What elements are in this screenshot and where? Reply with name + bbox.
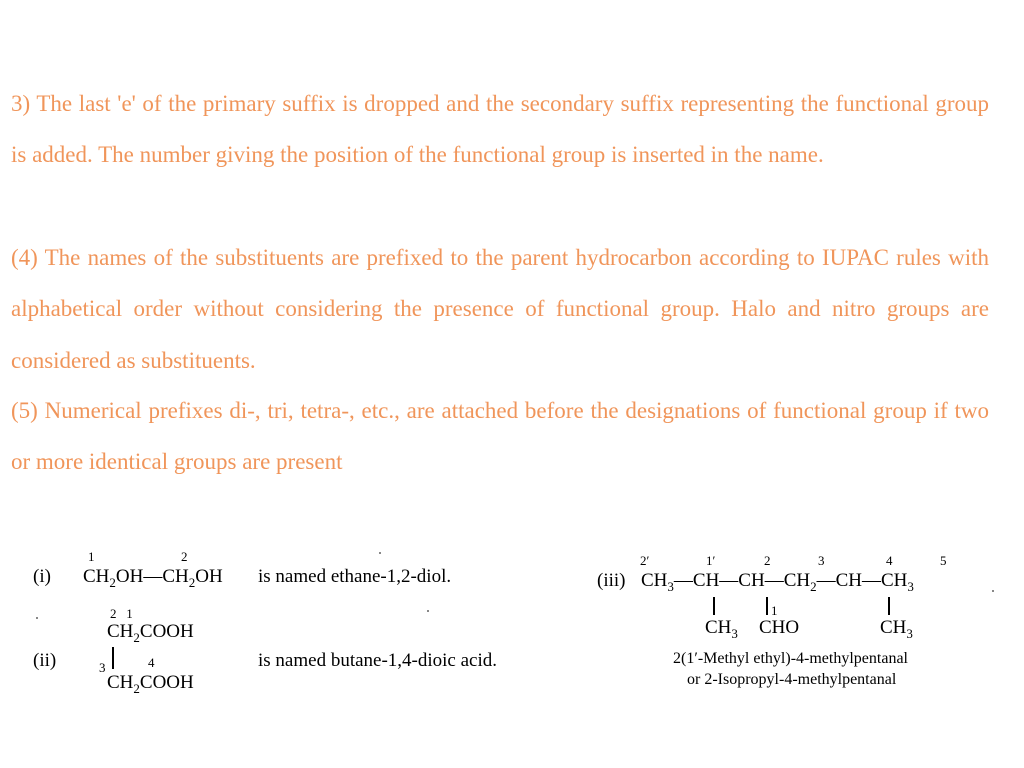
paragraph-5: (5) Numerical prefixes di-, tri, tetra-, etc., are attached before the designations of functional group if two or more identical groups are present [11,398,989,475]
example-iii-sub1: $CH_3$ [705,617,738,641]
example-iii-name-2: or 2-Isopropyl-4-methylpentanal [687,671,897,688]
example-ii-top-formula: $CH_2COOH$ [107,621,194,645]
example-iii-bond-3 [888,597,890,615]
example-iii-bond-1 [713,597,715,615]
example-ii-bond [112,647,114,669]
example-iii-num-1p: 1′ [706,553,716,568]
example-i-label: (i) [33,566,51,587]
example-iii-label: (iii) [597,570,626,591]
example-iii-sub2: CHO [759,617,800,638]
example-i-formula: $CH_2OH—CH_2OH$ [83,566,223,590]
example-i-num2: 2 [181,549,188,564]
paragraph-4: (4) The names of the substituents are prefixed to the parent hydrocarbon according to IUPAC rules with alphabetical order without considering the presence of functional group. Halo and nitro groups are considered as substituents. [11,245,989,373]
example-iii-sub-num: 1 [771,603,778,618]
example-ii-name: is named butane-1,4-dioic acid. [258,650,498,671]
example-iii-num-2: 2 [764,553,771,568]
scan-speck [992,590,994,592]
example-iii-num-2p: 2′ [640,553,650,568]
scan-speck [36,617,38,619]
scan-speck [379,552,381,554]
paragraph-3: 3) The last 'e' of the primary suffix is dropped and the secondary suffix representing the functional group is added. The number giving the position of the functional group is inserted in the name. [11,91,989,168]
example-iii-num-5: 5 [940,553,947,568]
example-ii-label: (ii) [33,650,57,671]
example-ii-top-nums: 2 1 [110,606,133,621]
example-iii-chain: $CH_3—CH—CH—CH_2—CH—CH_3$ [641,570,914,594]
example-iii-bond-2 [766,597,768,615]
example-i-num1: 1 [88,549,95,564]
example-iii-name-1: 2(1′-Methyl ethyl)-4-methylpentanal [673,650,908,667]
example-iii-num-3: 3 [818,553,825,568]
example-ii-num3: 3 [99,660,106,675]
example-i-name: is named ethane-1,2-diol. [258,566,452,587]
example-iii-sub3: $CH_3$ [880,617,913,641]
example-ii-num4: 4 [148,655,155,670]
example-iii-num-4: 4 [886,553,893,568]
example-ii-bottom-formula: $CH_2COOH$ [107,672,194,696]
scan-speck [427,610,429,612]
